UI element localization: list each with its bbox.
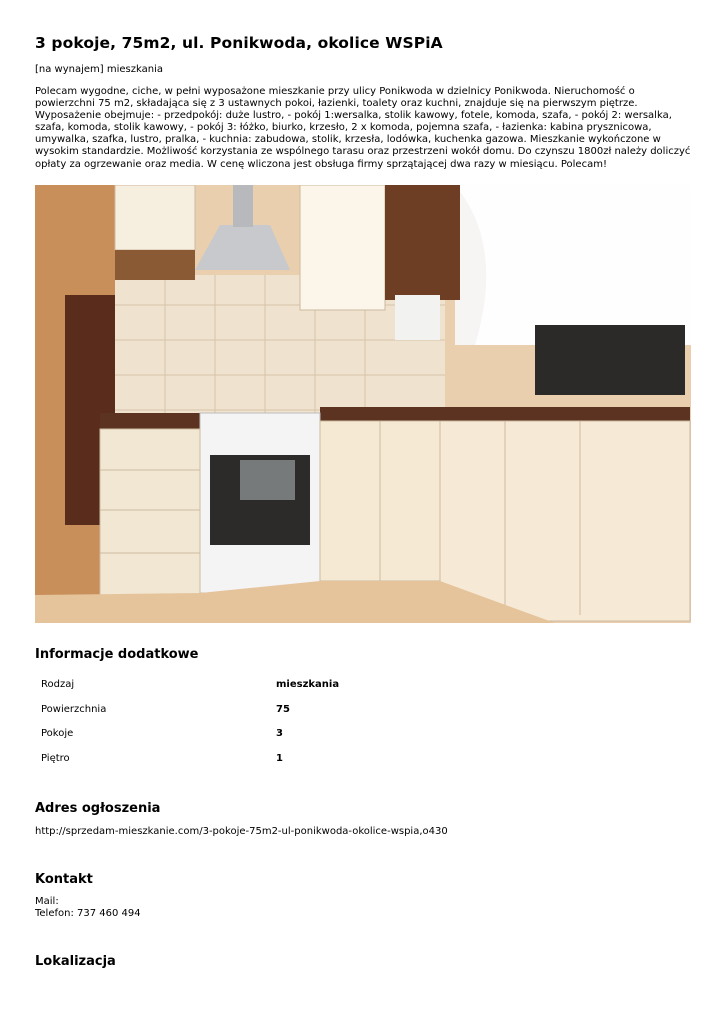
details-row bbox=[35, 721, 695, 746]
details-row bbox=[35, 697, 695, 722]
listing-title: 3 pokoje, 75m2, ul. Ponikwoda, okolice WSPiA bbox=[35, 34, 443, 52]
details-label: Piętro bbox=[41, 752, 70, 764]
details-value: 3 bbox=[276, 728, 283, 740]
listing-category: [na wynajem] mieszkania bbox=[35, 64, 163, 75]
details-value: 1 bbox=[276, 752, 283, 764]
details-row bbox=[35, 672, 695, 697]
listing-description: Polecam wygodne, ciche, w pełni wyposażone mieszkanie przy ulicy Ponikwoda w dzielnicy Ponikwoda. Nieruchomość o powierzchni 75 m2, składająca się z 3 ustawnych pokoi, łazienki, toalety oraz kuchni, znajduje się na pierwszym piętrze. Wyposażenie obejmuje: - przedpokój: duże lustro, - pokój 1:wersalka, stolik kawowy, fotele, komoda, szafa, - pokój 2: wersalka, szafa, komoda, stolik kawowy, - pokój 3: łóżko, biurko, krzesło, 2 x komoda, pojemna szafa, - łazienka: kabina prysznicowa, umywalka, szafka, lustro, pralka, - kuchnia: zabudowa, stolik, krzesła, lodówka, kuchenka gazowa. Mieszkanie wykończone w wysokim standardzie. Możliwość korzystania ze wspólnego tarasu oraz przestrzeni wokół domu. Do czynszu 1800zł należy doliczyć opłaty za ogrzewanie oraz media. W cenę wliczona jest obsługa firmy sprzątającej dwa razy w miesiącu. Polecam! bbox=[35, 86, 691, 170]
details-row bbox=[35, 746, 695, 771]
details-value: 75 bbox=[276, 703, 290, 715]
additional-info-heading: Informacje dodatkowe bbox=[35, 647, 199, 662]
contact-mail-label: Mail: bbox=[35, 896, 59, 907]
details-value: mieszkania bbox=[276, 678, 340, 690]
contact-phone: Telefon: 737 460 494 bbox=[35, 908, 141, 919]
details-label: Rodzaj bbox=[41, 678, 75, 690]
address-heading: Adres ogłoszenia bbox=[35, 801, 161, 816]
contact-block bbox=[35, 896, 141, 920]
details-table bbox=[35, 672, 695, 771]
kitchen-photo bbox=[35, 185, 691, 623]
location-heading: Lokalizacja bbox=[35, 954, 116, 969]
listing-url[interactable]: http://sprzedam-mieszkanie.com/3-pokoje-75m2-ul-ponikwoda-okolice-wspia,o430 bbox=[35, 826, 448, 837]
details-label: Powierzchnia bbox=[41, 703, 107, 715]
contact-heading: Kontakt bbox=[35, 872, 93, 887]
details-label: Pokoje bbox=[41, 728, 74, 740]
